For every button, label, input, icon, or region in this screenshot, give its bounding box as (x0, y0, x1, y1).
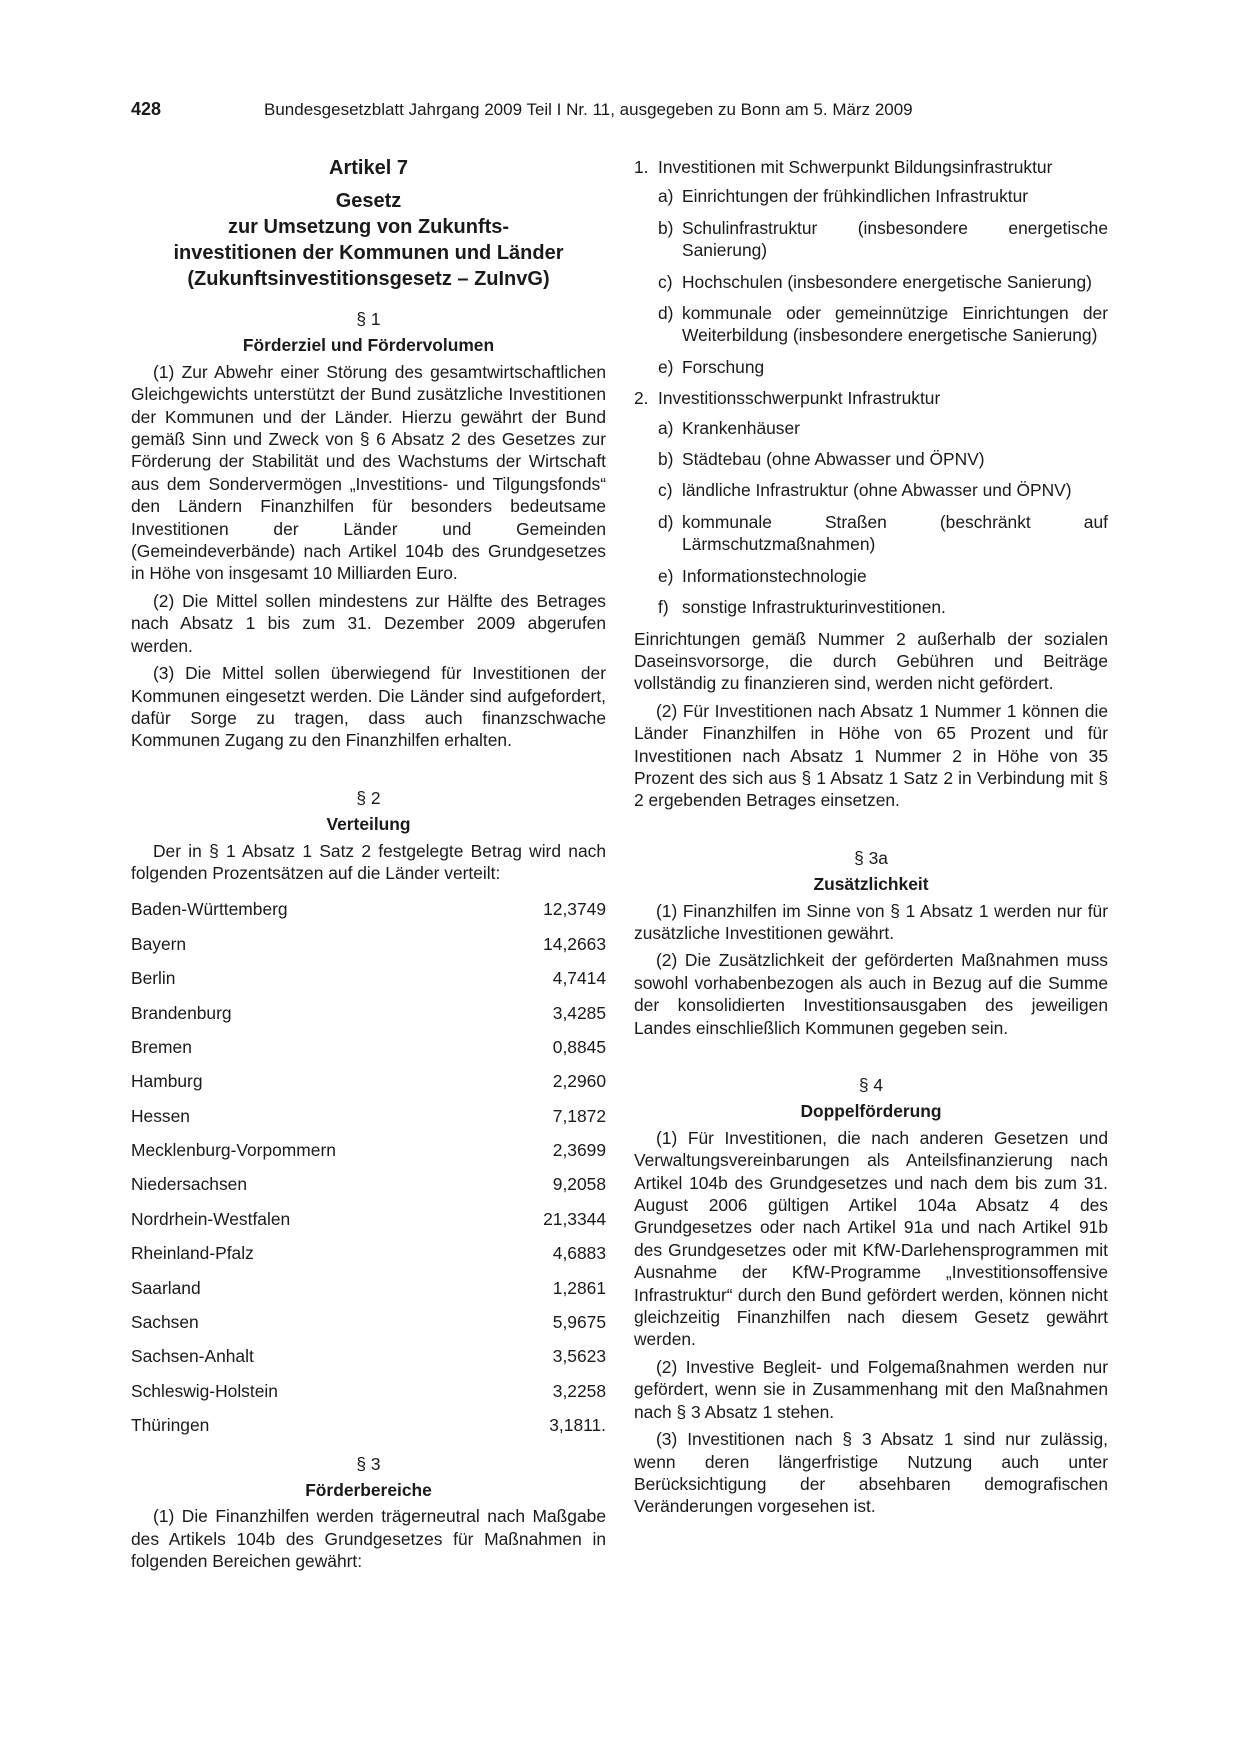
sublist-text: Forschung (682, 356, 765, 377)
table-row (131, 1173, 606, 1207)
sublist-item (658, 302, 1108, 347)
sublist-text: Städtebau (ohne Abwasser und ÖPNV) (682, 449, 985, 470)
paragraph: (3) Investitionen nach § 3 Absatz 1 sind nur zulässig, wenn deren längerfristige Nutzung auch unter Berücksichtigung der absehbaren demografischen Veränderungen vorgesehen ist. (634, 1429, 1108, 1517)
paragraph: (2) Die Zusätzlichkeit der geförderten Maßnahmen muss sowohl vorhabenbezogen als auch in Bezug auf die Summe der konsolidierten Investitionsausgaben des jeweiligen Landes einschließlich Kommunen gegeben sein. (634, 950, 1108, 1038)
section-number: § 1 (356, 309, 381, 329)
table-row (131, 1036, 606, 1070)
table-row (131, 1139, 606, 1173)
state-percentage: 12,3749 (543, 899, 606, 920)
sublist-letter: c) (658, 480, 673, 501)
page-header (131, 99, 1111, 129)
law-title-line: investitionen der Kommunen und Länder (173, 242, 564, 264)
table-row (131, 1311, 606, 1345)
sublist-text: Krankenhäuser (682, 417, 800, 438)
state-name: Mecklenburg-Vorpommern (131, 1140, 336, 1161)
state-name: Bremen (131, 1036, 192, 1057)
table-row (131, 1002, 606, 1036)
section-heading: Verteilung (326, 814, 411, 835)
article-title: Artikel 7 (329, 157, 408, 179)
state-name: Nordrhein-Westfalen (131, 1208, 291, 1229)
right-column (634, 156, 1108, 1523)
state-name: Brandenburg (131, 1002, 232, 1023)
table-row (131, 1277, 606, 1311)
table-row (131, 967, 606, 1001)
sublist (634, 185, 1108, 378)
sublist-letter: c) (658, 271, 673, 292)
list-number: 1. (634, 157, 649, 177)
sublist-text: kommunale oder gemeinnützige Einrichtungen der Weiterbildung (insbesondere energetische Sanierung) (682, 303, 1108, 346)
section-number: § 3a (854, 847, 888, 868)
section-number: § 4 (858, 1075, 884, 1095)
state-percentage: 3,5623 (552, 1346, 606, 1367)
list-item (634, 156, 1108, 178)
paragraph: Einrichtungen gemäß Nummer 2 außerhalb der sozialen Daseinsvorsorge, die durch Gebühren und Beiträge vollständig zu finanzieren sind, werden nicht gefördert. (634, 628, 1108, 694)
paragraph: (2) Investive Begleit- und Folgemaßnahmen werden nur gefördert, wenn sie in Zusammenhang mit den Maßnahmen nach § 3 Absatz 1 stehen. (634, 1356, 1108, 1422)
state-name: Hamburg (131, 1071, 203, 1092)
sublist-item (658, 448, 1108, 470)
section-heading: Förderbereiche (305, 1480, 432, 1500)
sublist-item (658, 185, 1108, 207)
sublist-text: kommunale Straßen (beschränkt auf Lärmschutzmaßnahmen) (682, 511, 1108, 555)
paragraph: (3) Die Mittel sollen überwiegend für Investitionen der Kommunen eingesetzt werden. Die Länder sind aufgefordert, dafür Sorge zu tragen, dass auch finanzschwache Kommunen Zugang zu den Finanzhilfen erhalten. (131, 663, 606, 751)
sublist-item (658, 217, 1108, 262)
paragraph: (1) Zur Abwehr einer Störung des gesamtwirtschaftlichen Gleichgewichts unterstützt der Bund zusätzliche Investitionen der Kommunen und der Länder. Hierzu gewährt der Bund gemäß Sinn und Zweck von § 6 Absatz 2 des Gesetzes zur Förderung der Stabilität und des Wachstums der Wirtschaft aus dem Sondervermögen „Investitions- und Tilgungsfonds“ den Ländern Finanzhilfen für besonders bedeutsame Investitionen der Länder und Gemeinden (Gemeindeverbände) nach Artikel 104b des Grundgesetzes in Höhe von insgesamt 10 Milliarden Euro. (131, 361, 606, 584)
state-percentage: 4,7414 (552, 968, 606, 989)
sublist-text: Informationstechnologie (682, 565, 867, 586)
state-name: Berlin (131, 968, 176, 989)
paragraph: (1) Die Finanzhilfen werden trägerneutral nach Maßgabe des Artikels 104b des Grundgesetzes für Maßnahmen in folgenden Bereichen gewährt: (131, 1506, 606, 1572)
state-percentage: 7,1872 (552, 1105, 606, 1126)
sublist-text: Hochschulen (insbesondere energetische Sanierung) (682, 271, 1092, 292)
state-name: Baden-Württemberg (131, 899, 288, 920)
table-row (131, 898, 606, 932)
state-percentage: 5,9675 (552, 1312, 606, 1333)
page-number: 428 (131, 99, 162, 119)
state-name: Thüringen (131, 1415, 210, 1436)
state-name: Rheinland-Pfalz (131, 1243, 254, 1264)
sublist-text: Schulinfrastruktur (insbesondere energetische Sanierung) (682, 217, 1108, 261)
left-column (131, 156, 606, 1578)
state-percentage: 3,1811. (549, 1415, 606, 1436)
table-row (131, 933, 606, 967)
law-title-line: (Zukunftsinvestitionsgesetz – ZuInvG) (187, 268, 550, 290)
sublist-letter: f) (658, 597, 669, 618)
sublist-item (658, 417, 1108, 439)
state-percentage: 4,6883 (552, 1243, 606, 1264)
sublist-text: ländliche Infrastruktur (ohne Abwasser und ÖPNV) (682, 480, 1072, 501)
sublist-letter: b) (658, 449, 674, 470)
section-heading: Zusätzlichkeit (813, 874, 929, 895)
sublist-letter: e) (658, 565, 674, 586)
state-percentage: 0,8845 (552, 1036, 606, 1057)
table-row (131, 1105, 606, 1139)
sublist-text: Einrichtungen der frühkindlichen Infrastruktur (682, 186, 1029, 207)
sublist-letter: d) (658, 511, 674, 532)
paragraph: (2) Die Mittel sollen mindestens zur Hälfte des Betrages nach Absatz 1 bis zum 31. Dezember 2009 abgerufen werden. (131, 590, 606, 656)
paragraph: (2) Für Investitionen nach Absatz 1 Nummer 1 können die Länder Finanzhilfen in Höhe von 65 Prozent und für Investitionen nach Absatz 1 Nummer 2 in Höhe von 35 Prozent des sich aus § 1 Absatz 1 Satz 2 in Verbindung mit § 2 ergebenden Betrages einsetzen. (634, 700, 1108, 811)
section-number: § 3 (356, 1453, 381, 1474)
table-row (131, 1070, 606, 1104)
sublist-text: sonstige Infrastrukturinvestitionen. (682, 597, 946, 618)
state-percentage: 2,2960 (552, 1071, 606, 1092)
table-row (131, 1345, 606, 1379)
state-name: Bayern (131, 933, 187, 954)
sublist (634, 417, 1108, 619)
sublist-item (658, 271, 1108, 293)
state-name: Sachsen (131, 1312, 199, 1333)
section-number: § 2 (356, 787, 381, 808)
state-percentage: 21,3344 (543, 1208, 606, 1229)
state-percentage: 3,2258 (552, 1380, 606, 1401)
state-name: Hessen (131, 1105, 190, 1126)
sublist-item (658, 511, 1108, 556)
law-title-line: zur Umsetzung von Zukunfts- (227, 216, 510, 238)
sublist-letter: a) (658, 186, 674, 207)
section-heading: Förderziel und Fördervolumen (242, 335, 495, 356)
section-heading: Doppelförderung (800, 1101, 942, 1122)
state-percentage: 9,2058 (552, 1174, 606, 1195)
paragraph: (1) Für Investitionen, die nach anderen Gesetzen und Verwaltungsvereinbarungen als Anteilsfinanzierung nach Artikel 104b des Grundgesetzes und nach dem bis zum 31. August 2006 gültigen Artikel 104a Absatz 4 des Grundgesetzes oder nach Artikel 91a und nach Artikel 91b des Grundgesetzes oder mit KfW-Darlehensprogrammen mit Ausnahme der KfW-Programme „Investitionsoffensive Infrastruktur“ durch den Bund gefördert werden, können nicht gleichzeitig Finanzhilfen nach diesem Gesetz gewährt werden. (634, 1127, 1108, 1350)
table-row (131, 1208, 606, 1242)
list-number: 2. (634, 388, 649, 409)
state-percentage: 2,3699 (552, 1140, 606, 1161)
sublist-letter: a) (658, 417, 674, 438)
paragraph: (1) Finanzhilfen im Sinne von § 1 Absatz 1 werden nur für zusätzliche Investitionen gewährt. (634, 900, 1108, 943)
state-name: Sachsen-Anhalt (131, 1346, 254, 1367)
sublist-letter: e) (658, 356, 674, 377)
state-name: Saarland (131, 1277, 201, 1298)
sublist-item (658, 565, 1108, 587)
running-header: Bundesgesetzblatt Jahrgang 2009 Teil I Nr. 11, ausgegeben zu Bonn am 5. März 2009 (264, 100, 913, 119)
sublist-item (658, 596, 1108, 618)
list-text: Investitionen mit Schwerpunkt Bildungsinfrastruktur (658, 157, 1053, 177)
state-percentage: 14,2663 (543, 933, 606, 954)
state-name: Niedersachsen (131, 1174, 248, 1195)
distribution-table (131, 898, 606, 1448)
list-text: Investitionsschwerpunkt Infrastruktur (658, 388, 941, 409)
law-title-line: Gesetz (335, 190, 402, 212)
table-row (131, 1242, 606, 1276)
sublist-item (658, 356, 1108, 378)
state-percentage: 3,4285 (552, 1002, 606, 1023)
sublist-letter: d) (658, 303, 674, 324)
paragraph: Der in § 1 Absatz 1 Satz 2 festgelegte Betrag wird nach folgenden Prozentsätzen auf die Länder verteilt: (131, 840, 606, 883)
sublist-letter: b) (658, 217, 674, 238)
state-name: Schleswig-Holstein (131, 1380, 278, 1401)
state-percentage: 1,2861 (552, 1277, 606, 1298)
list-item (634, 387, 1108, 409)
sublist-item (658, 479, 1108, 501)
table-row (131, 1380, 606, 1414)
table-row (131, 1414, 606, 1448)
